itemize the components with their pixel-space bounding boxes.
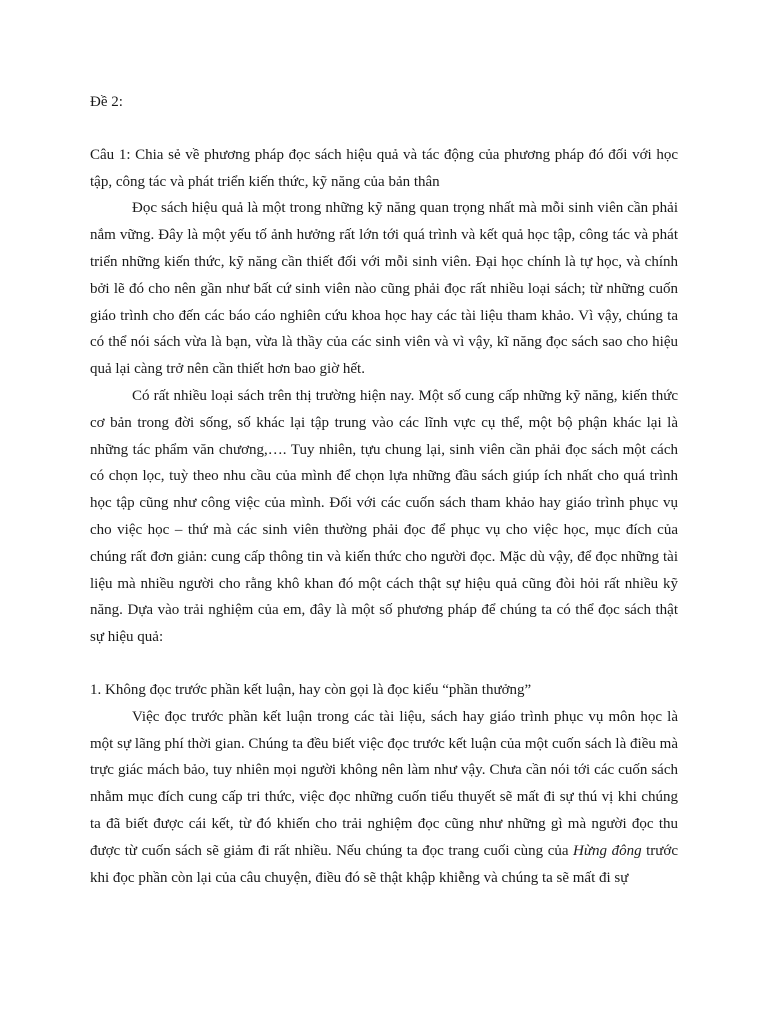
paragraph-section-1 — [90, 704, 678, 892]
book-title-italic: Hừng đông — [573, 842, 642, 859]
paragraph-section-1-text-b: trước khi đọc phần còn lại của câu chuyện, điều đó sẽ thật khập khiễng và chúng ta sẽ mất đi sự — [90, 842, 679, 886]
paragraph-intro: Đọc sách hiệu quả là một trong những kỹ năng quan trọng nhất mà mỗi sinh viên cần phải nắm vững. Đây là một yếu tố ảnh hưởng rất lớn tới quá trình và kết quả học tập, công tác và phát triển những kiến thức, kỹ năng cần thiết đối với mỗi sinh viên. Đại học chính là tự học, và chính bởi lẽ đó cho nên gần như bất cứ sinh viên nào cũng phải đọc rất nhiều loại sách; từ những cuốn giáo trình cho đến các báo cáo nghiên cứu khoa học hay các tài liệu tham khảo. Vì vậy, chúng ta có thể nói sách vừa là bạn, vừa là thầy của các sinh viên và vì vậy, kĩ năng đọc sách sao cho hiệu quả lại càng trở nên cần thiết hơn bao giờ hết. — [90, 200, 678, 378]
paragraph-section-1-text-a: Việc đọc trước phần kết luận trong các tài liệu, sách hay giáo trình phục vụ môn học là một sự lãng phí thời gian. Chúng ta đều biết việc đọc trước kết luận của một cuốn sách là điều mà trực giác mách bảo, tuy nhiên mọi người không nên làm như vậy. Chưa cần nói tới các cuốn sách nhằm mục đích cung cấp tri thức, việc đọc những cuốn tiểu thuyết sẽ mất đi sự thú vị khi chúng ta đã biết được cái kết, từ đó khiến cho trải nghiệm đọc cũng như những gì mà người đọc thu được từ cuốn sách sẽ giảm đi rất nhiều. Nếu chúng ta đọc trang cuối cùng của — [90, 708, 678, 859]
document-content — [90, 89, 678, 891]
paragraph-book-types: Có rất nhiều loại sách trên thị trường hiện nay. Một số cung cấp những kỹ năng, kiến thức cơ bản trong đời sống, số khác lại tập trung vào các lĩnh vực cụ thể, một bộ phận khác lại là những tác phẩm văn chương,…. Tuy nhiên, tựu chung lại, sinh viên cần phải đọc sách một cách có chọn lọc, tuỳ theo nhu cầu của mình để chọn lựa những đầu sách giúp ích nhất cho quá trình học tập cũng như công việc của mình. Đối với các cuốn sách tham khảo hay giáo trình phục vụ cho việc học – thứ mà các sinh viên thường phải đọc để phục vụ cho việc học, mục đích của chúng rất đơn giản: cung cấp thông tin và kiến thức cho người đọc. Mặc dù vậy, để đọc những tài liệu mà nhiều người cho rằng khô khan đó một cách thật sự hiệu quả cũng đòi hỏi rất nhiều kỹ năng. Dựa vào trải nghiệm của em, đây là một số phương pháp để chúng ta có thể đọc sách thật sự hiệu quả: — [90, 387, 678, 646]
exam-heading: Đề 2: — [90, 94, 123, 110]
section-title-1: 1. Không đọc trước phần kết luận, hay còn gọi là đọc kiểu “phần thưởng” — [90, 681, 532, 698]
question-1: Câu 1: Chia sẻ về phương pháp đọc sách hiệu quả và tác động của phương pháp đó đối với học tập, công tác và phát triển kiến thức, kỹ năng của bản thân — [90, 146, 678, 190]
